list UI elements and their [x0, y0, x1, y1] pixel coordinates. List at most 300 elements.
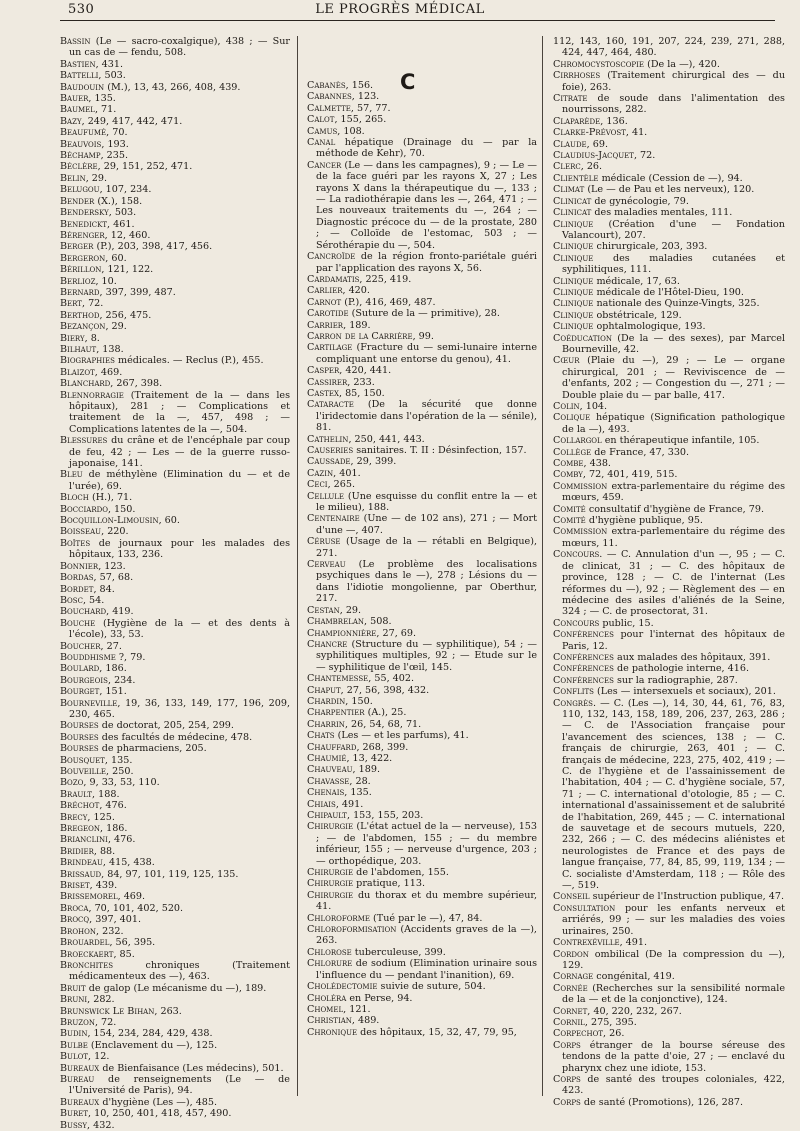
index-entry [553, 1006, 785, 1017]
index-entry [553, 949, 785, 972]
index-entry [60, 903, 290, 914]
entry-references: public, 15. [599, 617, 654, 629]
entry-headword: Bilhaut [60, 343, 97, 355]
entry-references: , 41. [625, 127, 648, 139]
entry-headword: Bosc [60, 594, 83, 606]
index-entry [307, 297, 537, 308]
entry-headword: Boîtes [60, 537, 91, 549]
index-entry [553, 629, 785, 652]
entry-headword: Chenais [307, 787, 345, 799]
entry-headword: Carron de la Carrière [307, 330, 413, 342]
entry-headword: Causeries [307, 445, 354, 456]
entry-references: (De la —), 420. [644, 58, 720, 70]
entry-headword: Bendersky [60, 207, 109, 219]
entry-references: , 121. [343, 1003, 371, 1015]
index-entry [60, 504, 290, 515]
entry-headword: Chancre [307, 638, 348, 650]
index-entry [553, 526, 785, 549]
index-entry [60, 219, 290, 230]
entry-headword: Brianclini [60, 834, 108, 846]
index-entry [307, 1015, 537, 1026]
entry-references: (Les — intersexuels et sociaux), 201. [593, 686, 776, 698]
entry-headword: Bouveille [60, 766, 107, 777]
entry-headword: Bureaux [60, 1062, 100, 1074]
entry-headword: Chavasse [307, 775, 350, 787]
entry-references: . — C. Annulation d'un —, 95 ; — C. de clinicat, 31 ; — C. des hôpitaux de province, 128 ; — C. de l'internat (Les réformes du —), 92 ; — Règlement des — en médecine des asiles d'aliénés de la Seine, 324 ; — C. de prosectorat, 31. [562, 549, 785, 618]
index-entry [553, 458, 785, 469]
index-entry [307, 1027, 537, 1038]
entry-references: (Enclavement du —), 125. [87, 1039, 218, 1051]
entry-references: de pharmaciens, 205. [98, 743, 207, 755]
index-entry [553, 70, 785, 93]
index-entry [60, 949, 290, 960]
index-entry [60, 777, 290, 788]
index-entry [553, 298, 785, 309]
entry-references: , 57, 68. [93, 572, 134, 584]
index-entry [60, 526, 290, 537]
entry-headword: Brocq [60, 914, 90, 926]
entry-headword: Calmette [307, 102, 351, 114]
entry-references: , 10, 250, 401, 418, 457, 490. [88, 1108, 232, 1120]
index-entry [60, 834, 290, 845]
index-entry [553, 241, 785, 252]
index-entry [60, 241, 290, 252]
index-entry [307, 707, 537, 718]
entry-references: (Hygiène de la — et des dents à l'école), 33, 53. [69, 617, 290, 641]
index-entry [60, 812, 290, 823]
entry-headword: Caussade [307, 456, 351, 468]
entry-references: , 125. [87, 811, 115, 823]
entry-references: , 104. [579, 401, 608, 412]
entry-headword: Chauffard [307, 741, 357, 753]
entry-headword: Concours [553, 549, 600, 561]
entry-headword: Blanchard [60, 378, 111, 390]
entry-references: , 469. [94, 366, 123, 378]
entry-references: congénital, 419. [593, 971, 675, 983]
index-entry [60, 116, 290, 127]
entry-headword: Bureau [60, 1073, 95, 1085]
index-entry [60, 298, 290, 309]
entry-references: , 85, 150. [338, 387, 385, 399]
entry-references: , 249, 417, 442, 471. [81, 115, 183, 127]
index-entry [60, 606, 290, 617]
entry-references: médicale de l'Hôtel-Dieu, 190. [593, 286, 744, 298]
entry-references: sanitaires. T. II : Désinfection, 157. [353, 445, 527, 456]
entry-headword: Commission [553, 526, 608, 538]
entry-headword: Bureaux [60, 1096, 100, 1108]
index-entry [60, 70, 290, 81]
entry-headword: Chardin [307, 695, 346, 707]
entry-references: , 72. [633, 150, 656, 162]
entry-references: (M.), 13, 43, 266, 408, 439. [104, 81, 241, 93]
entry-references: , 233. [347, 376, 375, 388]
entry-references: , 491. [335, 798, 364, 810]
index-entry [60, 93, 290, 104]
entry-headword: Bréchot [60, 800, 100, 812]
index-entry [60, 891, 290, 902]
entry-headword: Benedickt [60, 218, 108, 230]
entry-headword: Cornée [553, 982, 588, 994]
index-entry [553, 971, 785, 982]
index-entry [60, 1120, 290, 1131]
entry-headword: Bérenger [60, 229, 105, 241]
entry-references: (Tué par le —), 47, 84. [370, 912, 483, 924]
entry-references: , 84. [93, 583, 115, 595]
entry-references: des maladies mentales, 111. [591, 207, 733, 219]
index-entry [553, 504, 785, 515]
entry-references: chroniques (Traitement médicamenteux des —), 463. [69, 959, 290, 983]
entry-references: (Recherches sur la sensibilité normale de la — et de la conjonctive), 124. [562, 982, 785, 1006]
index-entry [307, 719, 537, 730]
entry-references: , 13, 422. [346, 752, 393, 764]
entry-references: , 28. [349, 775, 371, 787]
entry-references: en thérapeutique infantile, 105. [601, 435, 760, 447]
entry-headword: Bourses [60, 720, 99, 732]
entry-headword: Chlorose [307, 946, 352, 958]
entry-references: de renseignements (Le — de l'Université de Paris), 94. [69, 1073, 290, 1097]
index-entry [60, 333, 290, 344]
index-entry [553, 333, 785, 356]
entry-headword: Carnot [307, 296, 342, 308]
entry-references: , 265. [327, 479, 356, 491]
index-entry [60, 584, 290, 595]
entry-headword: Boulard [60, 663, 100, 675]
index-column-2 [307, 80, 537, 1038]
entry-headword: Broca [60, 902, 89, 914]
entry-references: (Usage de la — rétabli en Belgique), 271. [316, 536, 537, 559]
index-entry [60, 139, 290, 150]
entry-references: , 27, 56, 398, 432. [340, 684, 430, 696]
entry-headword: Brouardel [60, 937, 110, 949]
entry-headword: Chats [307, 730, 335, 742]
entry-references: , 438. [583, 458, 611, 470]
entry-references: aux malades des hôpitaux, 391. [613, 651, 771, 663]
index-entry [60, 755, 290, 766]
page-header [40, 2, 760, 20]
entry-references: , 256, 475. [99, 309, 152, 321]
index-entry [553, 515, 785, 526]
entry-references: , 420. [342, 285, 370, 297]
index-entry [60, 264, 290, 275]
index-entry [553, 652, 785, 663]
entry-headword: Comby [553, 469, 583, 481]
index-entry [60, 652, 290, 663]
entry-headword: Collargol [553, 435, 602, 447]
entry-references: des hôpitaux, 15, 32, 47, 79, 95, [357, 1026, 517, 1038]
index-entry [60, 230, 290, 241]
entry-references: , 156. [345, 80, 374, 91]
entry-references: nationale des Quinze-Vingts, 325. [593, 298, 760, 310]
index-entry [307, 799, 537, 810]
entry-headword: Bulbe [60, 1039, 88, 1051]
entry-references: , 415, 438. [102, 857, 155, 869]
entry-headword: Clinique [553, 298, 594, 310]
entry-references: de méthylène (Elimination du — et de l'urée), 69. [69, 469, 290, 492]
index-entry [307, 274, 537, 285]
entry-references: , 123. [351, 91, 380, 103]
entry-references: (Les — et les parfums), 41. [334, 730, 469, 742]
entry-headword: Belin [60, 172, 86, 184]
entry-headword: Blennorragie [60, 389, 124, 401]
entry-headword: Conférences [553, 651, 614, 663]
index-entry [307, 559, 537, 605]
entry-headword: Bonnier [60, 560, 99, 572]
index-entry [60, 926, 290, 937]
entry-references: , 26. [603, 1028, 625, 1040]
entry-references: suivie de suture, 504. [377, 981, 486, 993]
index-entry [307, 388, 537, 399]
column-divider [542, 36, 543, 1096]
entry-headword: Bastien [60, 58, 96, 70]
entry-references: , 26. [580, 161, 603, 173]
index-entry [60, 983, 290, 994]
index-entry [553, 481, 785, 504]
entry-references: , 9, 33, 53, 110. [83, 777, 160, 789]
entry-headword: Brissemorel [60, 891, 118, 903]
entry-headword: Chaput [307, 684, 341, 696]
index-entry [60, 572, 290, 583]
entry-references: , 476. [107, 834, 136, 846]
entry-headword: Championnière [307, 627, 377, 639]
entry-references: (Une esquisse du conflit entre la — et le milieu), 188. [316, 490, 537, 514]
entry-references: (Structure du — syphilitique), 54 ; — syphilitiques multiples, 92 ; — Etude sur le — syphilitique de l'œil, 145. [316, 638, 537, 673]
index-entry [60, 59, 290, 70]
index-entry [553, 150, 785, 161]
entry-references: de santé des troupes coloniales, 422, 423. [562, 1073, 785, 1097]
index-entry [307, 742, 537, 753]
index-entry [60, 914, 290, 925]
entry-headword: Clinicat [553, 195, 592, 207]
entry-references: de journaux pour les malades des hôpitaux, 133, 236. [69, 537, 290, 561]
entry-headword: Chipault [307, 810, 347, 821]
entry-headword: Clinique [553, 252, 594, 264]
index-entry [307, 479, 537, 490]
index-column-3 [553, 36, 785, 1108]
index-entry [307, 491, 537, 514]
entry-headword: Beauvois [60, 138, 102, 150]
entry-references: , 57, 77. [350, 102, 391, 114]
entry-headword: Béchamp [60, 150, 101, 162]
index-entry [553, 618, 785, 629]
index-entry [553, 1097, 785, 1108]
index-entry [553, 401, 785, 412]
entry-references: , 29. [339, 604, 362, 616]
entry-references: 112, 143, 160, 191, 207, 224, 239, 271, 288, 424, 447, 464, 480. [553, 36, 785, 59]
index-entry [307, 251, 537, 274]
entry-headword: Cathelin [307, 433, 349, 445]
index-entry [307, 377, 537, 388]
index-entry [60, 732, 290, 743]
entry-references: (Le — de Pau et les nerveux), 120. [584, 184, 755, 196]
entry-references: sur la radiographie, 287. [613, 674, 738, 686]
header-rule [60, 20, 775, 21]
entry-headword: Clinique [553, 241, 594, 253]
index-entry [60, 766, 290, 777]
entry-headword: Bordet [60, 583, 94, 595]
entry-references: du thorax et du membre supérieur, 41. [316, 889, 537, 913]
entry-references: (Création d'une — Fondation Valancourt), 207. [562, 218, 785, 241]
entry-headword: Chloroformisation [307, 924, 397, 936]
index-entry [553, 983, 785, 1006]
entry-references: , 29. [105, 321, 127, 333]
index-entry [60, 82, 290, 93]
index-entry [60, 880, 290, 891]
entry-headword: Bussy [60, 1119, 88, 1131]
entry-headword: Boucher [60, 640, 101, 652]
entry-references: obstétricale, 129. [593, 309, 682, 321]
index-entry [60, 869, 290, 880]
index-entry [60, 378, 290, 389]
index-entry [60, 641, 290, 652]
entry-references: , 153, 155, 203. [346, 810, 424, 821]
entry-headword: Beaufumé [60, 127, 107, 139]
entry-references: , 186. [99, 663, 127, 675]
entry-references: hépatique (Drainage du — par la méthode de Kehr), 70. [316, 137, 537, 160]
entry-headword: Conflits [553, 686, 594, 698]
entry-headword: Comité [553, 515, 586, 527]
index-entry [553, 127, 785, 138]
entry-references: (Traitement chirurgical des — du foie), 263. [562, 70, 785, 93]
entry-references: , 29. [85, 172, 108, 184]
index-entry [60, 743, 290, 754]
entry-headword: Clinique [553, 275, 594, 287]
entry-references: , 461. [107, 218, 135, 230]
entry-headword: Comité [553, 503, 586, 515]
entry-references: , 401. [333, 467, 361, 479]
entry-headword: Cholédectomie [307, 981, 378, 993]
index-entry [60, 1063, 290, 1074]
entry-references: de soude dans l'alimentation des nourrissons, 282. [562, 93, 785, 116]
entry-references: , 10. [95, 275, 117, 287]
index-entry [60, 469, 290, 492]
index-entry [60, 789, 290, 800]
entry-references: (Accidents graves de la —), 263. [316, 924, 537, 947]
index-entry [553, 93, 785, 116]
entry-headword: Bloch [60, 492, 89, 504]
entry-headword: Bourneville [60, 697, 118, 709]
index-entry [553, 139, 785, 150]
entry-references: , 154, 234, 284, 429, 438. [87, 1028, 213, 1040]
entry-references: , 88. [93, 845, 116, 857]
entry-references: , 8. [84, 332, 100, 344]
entry-headword: Conférences [553, 663, 614, 675]
index-entry [553, 253, 785, 276]
index-entry [553, 161, 785, 172]
index-entry [60, 686, 290, 697]
entry-headword: Chambrelan [307, 616, 365, 628]
index-entry [60, 492, 290, 503]
entry-references: , 476. [99, 800, 127, 812]
index-entry [307, 821, 537, 867]
entry-headword: Berger [60, 241, 94, 253]
entry-references: , 232. [96, 925, 124, 937]
entry-references: , 275, 395. [584, 1016, 637, 1028]
entry-references: , 138. [96, 343, 124, 355]
entry-references: , 72. [94, 1016, 117, 1028]
entry-references: (Une — de 102 ans), 271 ; — Mort d'une —, 407. [316, 513, 537, 536]
entry-headword: Chaumié [307, 752, 347, 764]
entry-headword: Canal [307, 137, 336, 149]
entry-headword: Cancroïde [307, 251, 356, 263]
index-entry [60, 321, 290, 332]
entry-headword: Chloroforme [307, 912, 370, 924]
entry-headword: Cordon [553, 948, 589, 960]
entry-headword: Carrier [307, 319, 344, 331]
entry-headword: Broeckaert [60, 948, 114, 960]
column-divider [297, 36, 298, 1096]
index-entry [60, 1051, 290, 1062]
entry-references: , 60. [105, 252, 127, 264]
entry-headword: Bleu [60, 469, 83, 481]
entry-headword: Chlorure [307, 958, 353, 970]
entry-headword: Bazy [60, 115, 82, 127]
entry-references: , 397, 401. [89, 914, 142, 926]
index-entry [60, 937, 290, 948]
entry-headword: Coéducation [553, 332, 613, 344]
index-entry [60, 36, 290, 59]
entry-references: (X.), 158. [94, 195, 143, 207]
entry-headword: Climat [553, 184, 585, 196]
index-entry [307, 924, 537, 947]
entry-headword: Chirurgie [307, 821, 354, 833]
entry-references: , 155, 265. [334, 114, 387, 126]
entry-references: , 268, 399. [356, 741, 409, 753]
entry-references: (De la — des sexes), par Marcel Bourneville, 42. [562, 332, 785, 355]
entry-references: , 40, 220, 232, 267. [587, 1005, 682, 1017]
entry-headword: Chauveau [307, 764, 353, 776]
entry-headword: Cazin [307, 467, 334, 479]
entry-headword: Bergeron [60, 252, 106, 264]
entry-references: , 225, 419. [359, 273, 412, 285]
entry-references: de l'abdomen, 155. [353, 867, 449, 879]
entry-references: de doctorat, 205, 254, 299. [98, 720, 234, 732]
entry-headword: Concours [553, 617, 600, 629]
entry-headword: Corpechot [553, 1028, 604, 1040]
entry-headword: Bourses [60, 731, 99, 743]
index-entry [60, 1028, 290, 1039]
entry-references: (L'état actuel de la — nerveuse), 153 ; — de l'abdomen, 155 ; — du membre inférieur, 155 ; — nerveuse d'urgence, 203 ; — orthopédique, 203. [316, 821, 537, 867]
entry-headword: Boisseau [60, 526, 102, 538]
entry-headword: Charpentier [307, 707, 365, 719]
entry-headword: Brault [60, 788, 93, 800]
index-entry [553, 1028, 785, 1039]
entry-references: de santé (Promotions), 126, 287. [580, 1096, 744, 1108]
index-entry [307, 365, 537, 376]
entry-references: chirurgicale, 203, 393. [593, 241, 708, 253]
index-entry [307, 137, 537, 160]
entry-references: , 420, 441. [339, 365, 392, 377]
entry-references: (A.), 25. [364, 707, 407, 719]
index-entry [553, 355, 785, 401]
entry-headword: Collège [553, 446, 592, 458]
entry-headword: Bender [60, 195, 95, 207]
index-entry [307, 981, 537, 992]
entry-headword: Biographies [60, 355, 115, 367]
index-entry [60, 367, 290, 378]
index-entry [553, 412, 785, 435]
index-entry [60, 561, 290, 572]
index-entry [60, 1097, 290, 1108]
entry-references: de Bienfaisance (Les médecins), 501. [99, 1062, 284, 1074]
entry-headword: Bruni [60, 994, 88, 1006]
entry-references: médicale, 17, 63. [593, 275, 680, 287]
entry-references: , 135. [88, 93, 116, 105]
index-entry [553, 184, 785, 195]
entry-headword: Conseil [553, 891, 590, 903]
index-entry [307, 342, 537, 365]
entry-headword: Bronchites [60, 959, 113, 971]
entry-headword: Cabanès [307, 80, 346, 91]
